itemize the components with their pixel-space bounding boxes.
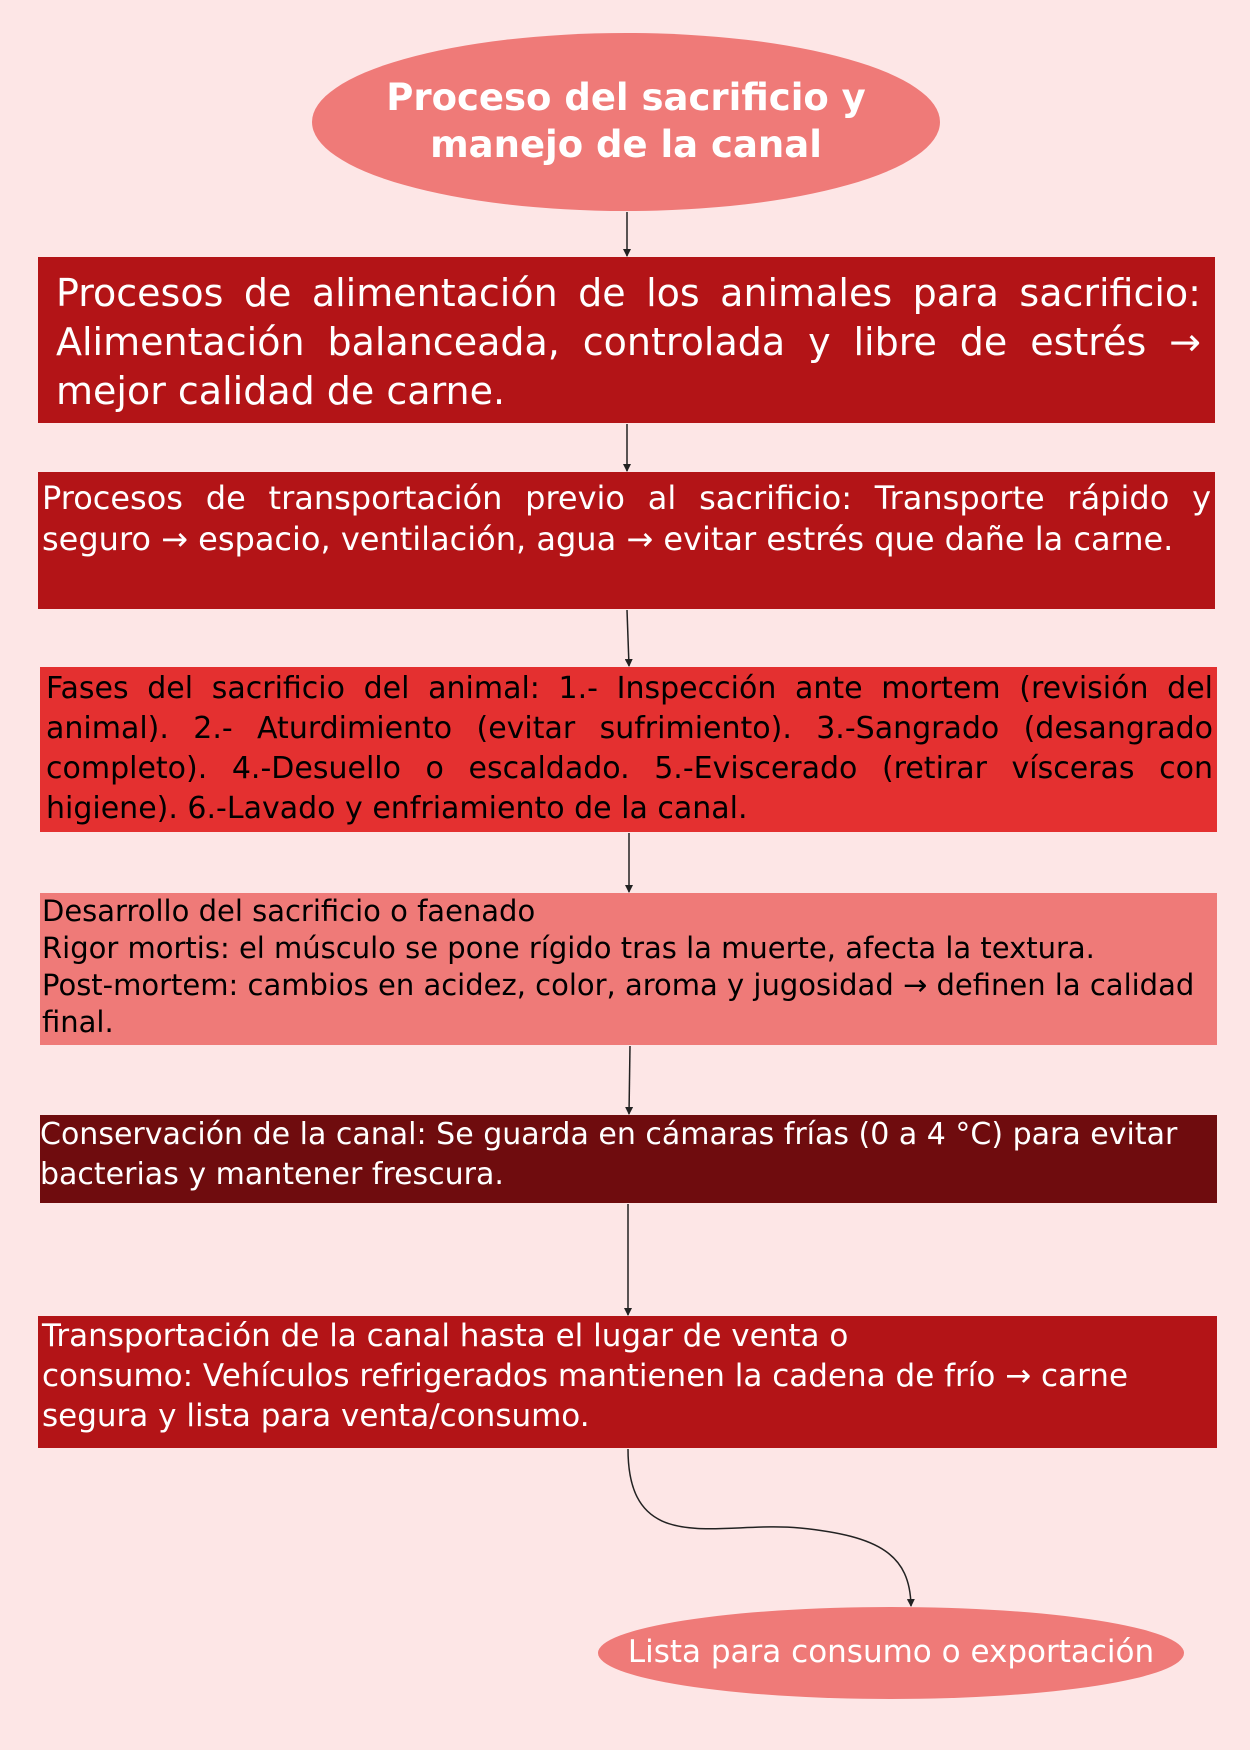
step-fases (40, 667, 1217, 832)
start-node-title (312, 33, 940, 211)
step-transporte-canal (38, 1316, 1217, 1448)
step-desarrollo-line-2: Rigor mortis: el músculo se pone rígido tras la muerte, afecta la textura. (42, 931, 1095, 965)
step-transportacion (38, 472, 1215, 609)
step-desarrollo-line-1: Desarrollo del sacrificio o faenado (42, 894, 536, 928)
step-transporte-canal-line-1: Transportación de la canal hasta el lugar de venta o (42, 1318, 849, 1354)
step-alimentacion (38, 257, 1215, 423)
step-desarrollo-line-3: Post-mortem: cambios en acidez, color, aroma y jugosidad → definen la calidad final. (42, 968, 1195, 1039)
step-desarrollo (40, 893, 1217, 1045)
connector-transporte-to-end (628, 1449, 911, 1606)
step-transporte-canal-line-2: consumo: Vehículos refrigerados mantienen la cadena de frío → carne segura y lista para venta/consumo. (42, 1358, 1129, 1434)
end-node-text: Lista para consumo o exportación (627, 1634, 1155, 1671)
end-node (598, 1607, 1184, 1699)
step-alimentacion-text: Procesos de alimentación de los animales para sacrificio: Alimentación balanceada, controlada y libre de estrés → mejor calidad de carne. (56, 271, 1201, 413)
title-line-2: manejo de la canal (430, 123, 822, 166)
connector-desarrollo-to-conservacion (629, 1046, 630, 1114)
connector-transportacion-to-fases (627, 610, 629, 666)
step-conservacion (40, 1115, 1217, 1203)
step-fases-text: Fases del sacrificio del animal: 1.- Inspección ante mortem (revisión del animal). 2.- Aturdimiento (evitar sufrimiento). 3.-Sangrado (desangrado completo). 4.-Desuello o escaldado. 5.-Eviscerado (retirar vísceras con higiene). 6.-Lavado y enfriamiento de la canal. (46, 671, 1213, 826)
step-conservacion-text: Conservación de la canal: Se guarda en cámaras frías (0 a 4 °C) para evitar bacterias y mantener frescura. (40, 1117, 1178, 1192)
title-line-1: Proceso del sacrificio y (386, 76, 866, 120)
step-transportacion-text: Procesos de transportación previo al sacrificio: Transporte rápido y seguro → espacio, ventilación, agua → evitar estrés que dañe la carne. (42, 479, 1211, 558)
